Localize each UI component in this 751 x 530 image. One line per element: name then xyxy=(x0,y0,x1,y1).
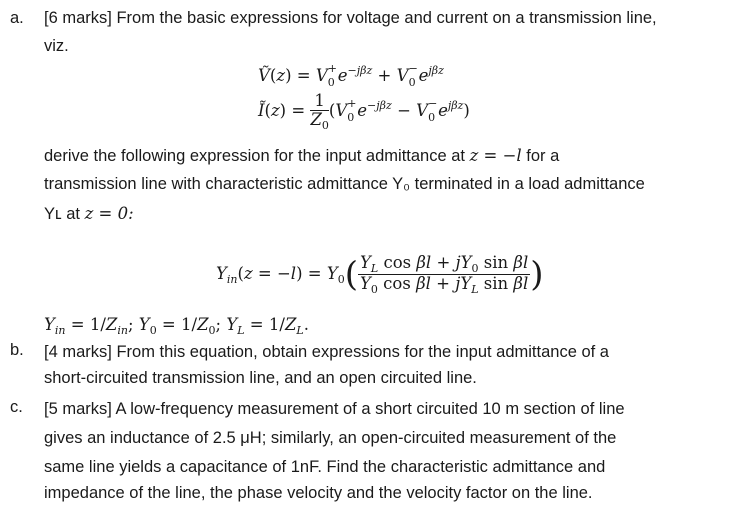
item-letter-b: b. xyxy=(10,341,24,359)
part-b-marks: [4 marks] xyxy=(44,343,112,361)
derive-line1-math: z = −l xyxy=(469,146,522,165)
part-c-line3: same line yields a capacitance of 1nF. Find the characteristic admittance and xyxy=(44,458,606,476)
derive-line3-pre: Yʟ at xyxy=(44,205,85,223)
derive-line1 xyxy=(44,146,559,166)
input-admittance-equation: $Y_{in}(z = -l) = Y_0$( $\frac{Y_L \cos \beta l + jY_0 \sin \beta l}{Y_0 \cos \beta l + jY_L \sin \beta l}$ ) xyxy=(216,253,544,296)
part-b-line2: short-circuited transmission line, and an open circuited line. xyxy=(44,369,477,387)
part-a-marks: [6 marks] xyxy=(44,9,112,27)
derive-line1-pre: derive the following expression for the input admittance at xyxy=(44,147,470,165)
part-c-line1-wrap xyxy=(44,395,734,423)
part-c-line4: impedance of the line, the phase velocity and the velocity factor on the line. xyxy=(44,484,593,502)
derive-line3 xyxy=(44,204,134,224)
derive-line3-math: z = 0: xyxy=(84,204,134,223)
part-b-line1: From this equation, obtain expressions for the input admittance of a xyxy=(116,343,609,361)
part-a-intro-line2: viz. xyxy=(44,37,69,55)
derive-line2: transmission line with characteristic admittance Y₀ terminated in a load admittance xyxy=(44,175,645,193)
part-b-text xyxy=(44,338,734,366)
part-c-marks: [5 marks] xyxy=(44,400,112,418)
admittance-definitions: $Y_{in} = 1/Z_{in}$; $Y_0 = 1/Z_0$; $Y_L = 1/Z_L$. xyxy=(44,315,309,337)
current-equation: Ĩ(z) = $\frac{1}{Z_0}$ (V + 0 $e^{-j\beta z} - V$ − 0 $e^{j\beta z}$) xyxy=(258,91,470,132)
part-a-intro-line1 xyxy=(44,9,657,28)
item-letter-a: a. xyxy=(10,9,24,27)
voltage-equation: Ṽ(z) = V + 0 $e^{-j\beta z} + V$ − 0 $e^{j\beta z}$ xyxy=(258,62,444,89)
item-letter-c: c. xyxy=(10,398,23,416)
derive-line1-post: for a xyxy=(521,147,560,165)
part-a-intro-text: From the basic expressions for voltage and current on a transmission line, xyxy=(116,9,657,27)
part-c-line1: A low-frequency measurement of a short circuited 10 m section of line xyxy=(115,400,625,418)
part-c-line2: gives an inductance of 2.5 μH; similarly, an open-circuited measurement of the xyxy=(44,429,617,447)
